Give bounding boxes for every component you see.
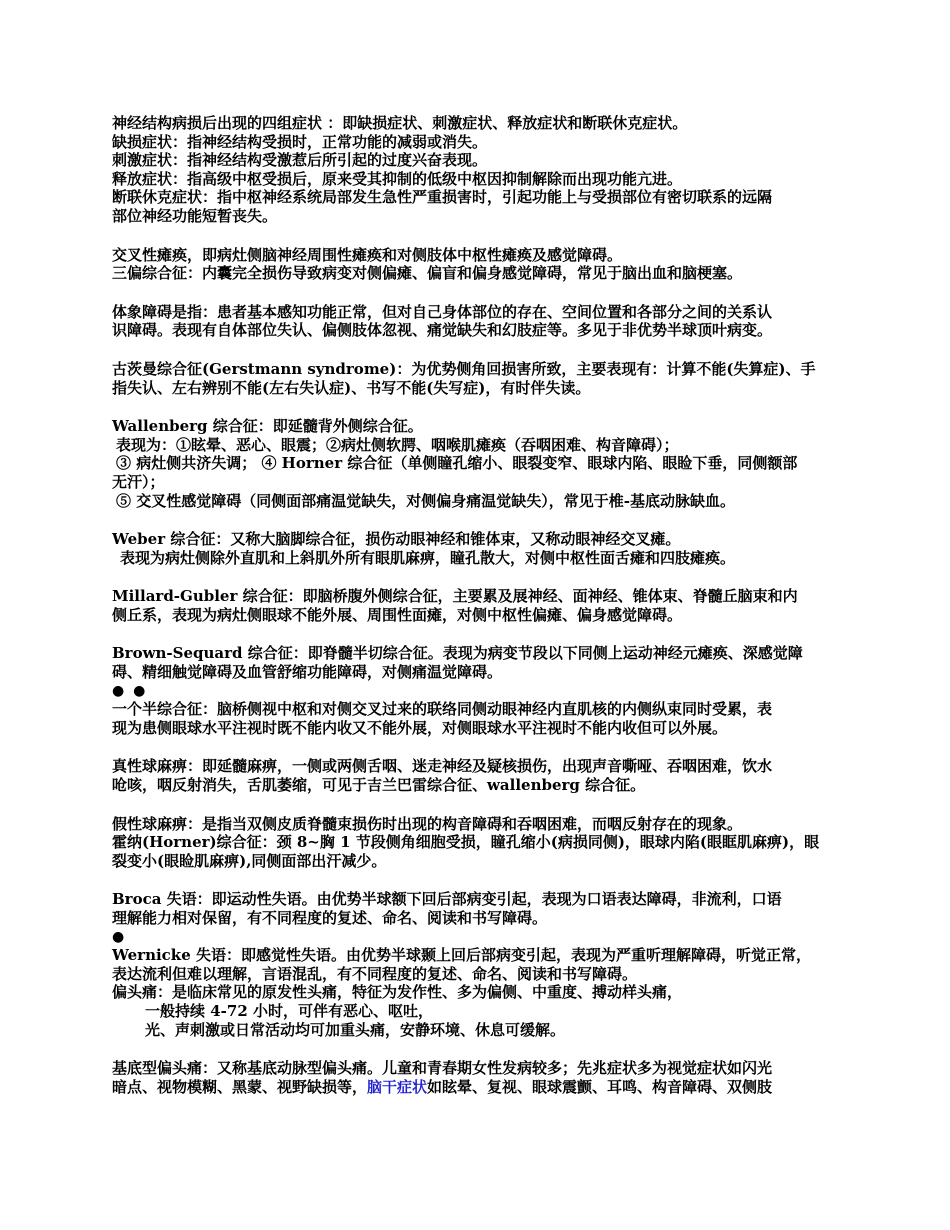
document-page: [112, 114, 852, 1096]
text-line: Broca 失语：即运动性失语。由优势半球额下回后部病变引起，表现为口语表达障碍，非流利，口语: [112, 890, 782, 909]
paragraph-gap: [112, 624, 852, 644]
paragraph-gap: [112, 1039, 852, 1059]
text-line: 一个半综合征：脑桥侧视中枢和对侧交叉过来的联络同侧动眼神经内直肌核的内侧纵束同时受累，表: [112, 700, 773, 719]
section-basilar-migraine: [112, 1059, 852, 1096]
bullet-marks: ●: [112, 928, 127, 945]
text-line: 表现为：①眩晕、恶心、眼震；②病灶侧软腭、咽喉肌瘫痪（吞咽困难、构音障碍）；: [116, 435, 679, 454]
text-line: 三偏综合征：内囊完全损伤导致病变对侧偏瘫、偏盲和偏身感觉障碍，常见于脑出血和脑梗塞。: [112, 264, 743, 283]
text-line: 霍纳(Horner)综合征：颈 8~胸 1 节段侧角细胞受损，瞳孔缩小(病损同侧)，眼球内陷(眼眶肌麻痹)，眼: [112, 833, 820, 852]
text-line: 呛咳，咽反射消失，舌肌萎缩，可见于吉兰巴雷综合征、wallenberg 综合征。: [112, 776, 646, 795]
text-line: 偏头痛：是临床常见的原发性头痛，特征为发作性、多为偏侧、中重度、搏动样头痛，: [112, 983, 683, 1002]
text-line: Millard-Gubler 综合征：即脑桥腹外侧综合征，主要累及展神经、面神经、锥体束、脊髓丘脑束和内: [112, 587, 798, 606]
text-line: 现为患侧眼球水平注视时既不能内收又不能外展，对侧眼球水平注视时不能内收但可以外展。: [112, 718, 728, 737]
text-line: 缺损症状：指神经结构受损时，正常功能的减弱或消失。: [112, 132, 488, 151]
brainstem-symptoms-link[interactable]: 脑干症状: [367, 1077, 428, 1096]
text-line: 无汗）；: [112, 472, 165, 491]
text-line: 基底型偏头痛：又称基底动脉型偏头痛。儿童和青春期女性发病较多；先兆症状多为视觉症状如闪光: [112, 1059, 773, 1078]
text-line: 碍、精细触觉障碍及血管舒缩功能障碍，对侧痛温觉障碍。: [112, 663, 503, 682]
bullet-marks: ● ●: [112, 682, 148, 699]
section-gerstmann: [112, 360, 852, 397]
text-line: [112, 1078, 852, 1097]
text-line: 假性球麻痹：是指当双侧皮质脊髓束损伤时出现的构音障碍和吞咽困难，而咽反射存在的现象。: [112, 814, 743, 833]
section-four-symptom-groups: [112, 114, 852, 226]
text-line: ⑤ 交叉性感觉障碍（同侧面部痛温觉缺失，对侧偏身痛温觉缺失），常见于椎-基底动脉缺血。: [116, 491, 735, 510]
text-line: 侧丘系，表现为病灶侧眼球不能外展、周围性面瘫，对侧中枢性偏瘫、偏身感觉障碍。: [112, 605, 683, 624]
text-line: 裂变小(眼睑肌麻痹),同侧面部出汗减少。: [112, 851, 387, 870]
text-line: 体象障碍是指：患者基本感知功能正常，但对自己身体部位的存在、空间位置和各部分之间的关系认: [112, 302, 773, 321]
text-line: 真性球麻痹：即延髓麻痹，一侧或两侧舌咽、迷走神经及疑核损伤，出现声音嘶哑、吞咽困难，饮水: [112, 757, 773, 776]
section-wallenberg: [112, 417, 852, 510]
text-line: 识障碍。表现有自体部位失认、偏侧肢体忽视、痛觉缺失和幻肢症等。多见于非优势半球顶叶病变。: [112, 321, 773, 340]
paragraph-gap: [112, 510, 852, 530]
section-crossed-paralysis: [112, 246, 852, 283]
text-line: 指失认、左右辨别不能(左右失认症)、书写不能(失写症)，有时伴失读。: [112, 378, 591, 397]
text-line: 刺激症状：指神经结构受激惹后所引起的过度兴奋表现。: [112, 151, 488, 170]
paragraph-gap: [112, 870, 852, 890]
paragraph-gap: [112, 795, 852, 815]
text-line: 表达流利但难以理解，言语混乱，有不同程度的复述、命名、阅读和书写障碍。: [112, 964, 638, 983]
section-aphasia-migraine: [112, 890, 852, 1039]
text-line: 部位神经功能短暂丧失。: [112, 206, 278, 225]
section-body-image-disorder: [112, 303, 852, 340]
text-line: 释放症状：指高级中枢受损后，原来受其抑制的低级中枢因抑制解除而出现功能亢进。: [112, 169, 683, 188]
text-line: Brown-Sequard 综合征：即脊髓半切综合征。表现为病变节段以下同侧上运动神经元瘫痪、深感觉障: [112, 644, 803, 663]
text-line: ③ 病灶侧共济失调； ④ Horner 综合征（单侧瞳孔缩小、眼裂变窄、眼球内陷、眼睑下垂，同侧额部: [116, 454, 798, 473]
text-line: 古茨曼综合征(Gerstmann syndrome)：为优势侧角回损害所致，主要表现有：计算不能(失算症)、手: [112, 359, 816, 378]
paragraph-gap: [112, 737, 852, 757]
paragraph-gap: [112, 226, 852, 246]
text-line: Wallenberg 综合征：即延髓背外侧综合征。: [112, 417, 423, 436]
text-line: 交叉性瘫痪，即病灶侧脑神经周围性瘫痪和对侧肢体中枢性瘫痪及感觉障碍。: [112, 245, 623, 264]
text-line: 断联休克症状：指中枢神经系统局部发生急性严重损害时，引起功能上与受损部位有密切联系的远隔: [112, 188, 773, 207]
text-line: 理解能力相对保留，有不同程度的复述、命名、阅读和书写障碍。: [112, 909, 548, 927]
paragraph-gap: [112, 340, 852, 360]
text-line: 表现为病灶侧除外直肌和上斜肌外所有眼肌麻痹，瞳孔散大，对侧中枢性面舌瘫和四肢瘫痪。: [120, 548, 736, 567]
section-pseudobulbar-horner: [112, 815, 852, 871]
section-true-bulbar-palsy: [112, 757, 852, 794]
paragraph-gap: [112, 567, 852, 587]
paragraph-gap: [112, 283, 852, 303]
text-segment: 暗点、视物模糊、黑蒙、视野缺损等，: [112, 1077, 368, 1096]
text-line: 神经结构病损后出现的四组症状 ：即缺损症状、刺激症状、释放症状和断联休克症状。: [112, 114, 688, 132]
text-segment: 如眩晕、复视、眼球震颤、耳鸣、构音障碍、双侧肢: [427, 1077, 773, 1096]
text-line: Weber 综合征：又称大脑脚综合征，损伤动眼神经和锥体束，又称动眼神经交叉瘫。: [112, 530, 681, 549]
section-millard-gubler: [112, 587, 852, 624]
text-line: 一般持续 4-72 小时，可伴有恶心、呕吐，: [145, 1001, 433, 1020]
text-line: 光、声刺激或日常活动均可加重头痛，安静环境、休息可缓解。: [145, 1020, 566, 1039]
text-line: Wernicke 失语：即感觉性失语。由优势半球颞上回后部病变引起，表现为严重听理解障碍，听觉正常，: [112, 946, 811, 965]
section-weber: [112, 530, 852, 567]
section-brown-sequard: [112, 644, 852, 737]
paragraph-gap: [112, 397, 852, 417]
